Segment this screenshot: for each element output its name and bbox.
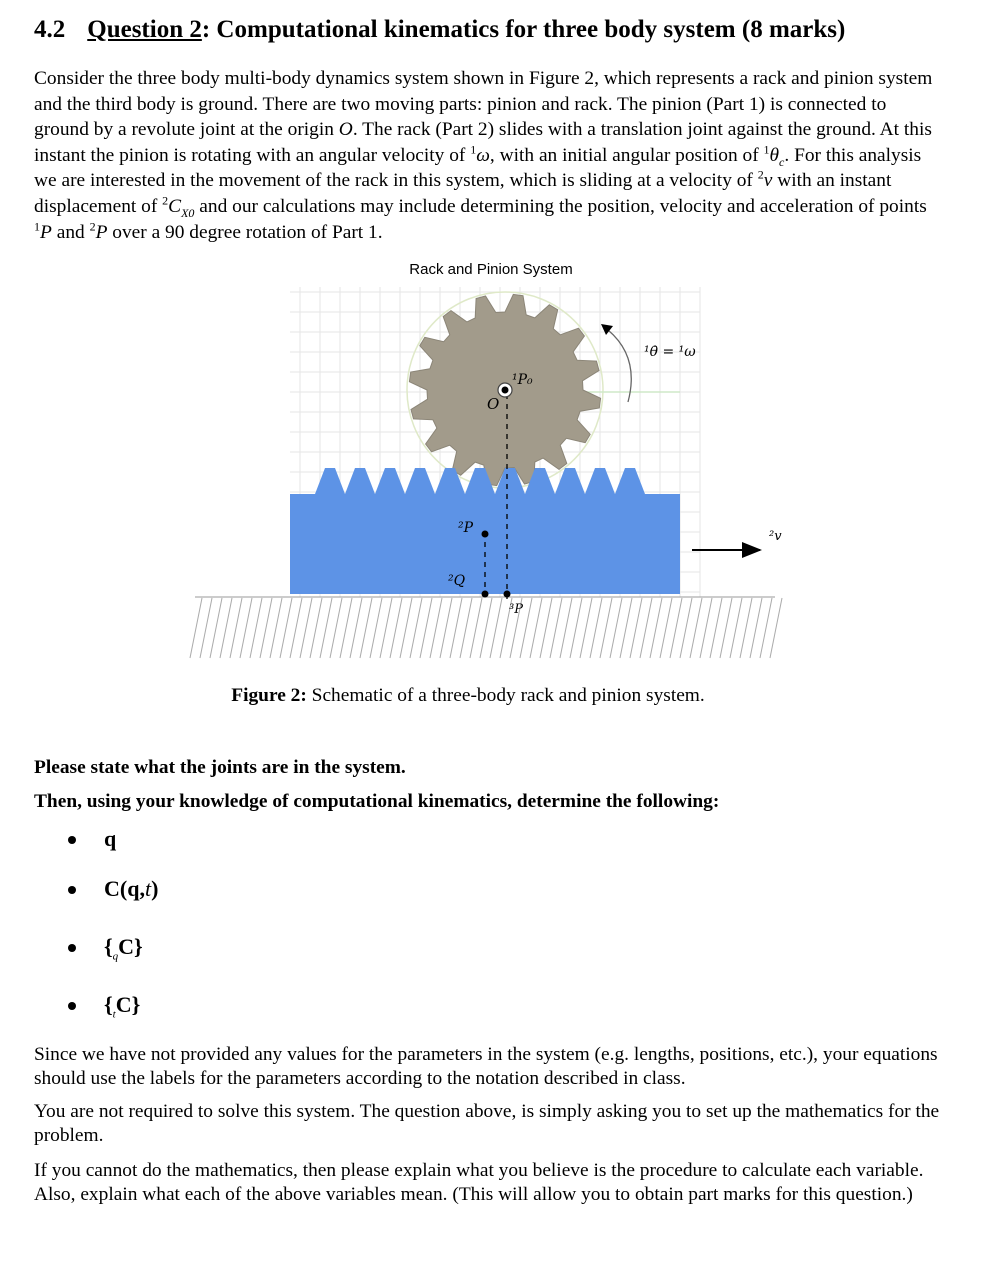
note-part-marks: If you cannot do the mathematics, then please explain what you believe is the procedure to calculate each variable. Also, explain what each of the above variables mean. (This will allow you to obtain part marks for this question.): [34, 1160, 924, 1205]
bullet-dot: [68, 886, 76, 894]
bullet-jacobian-q: [62, 928, 462, 968]
intro-text: and: [51, 221, 90, 243]
question-heading: [34, 14, 954, 46]
p2-symbol: P: [95, 221, 108, 243]
v2-label: ²v: [769, 529, 782, 544]
p3-label: ³P: [509, 602, 523, 617]
cx-subscript: X0: [181, 205, 195, 220]
note-not-required: You are not required to solve this system. The question above, is simply asking you to set up the mathematics for the problem.: [34, 1101, 940, 1146]
intro-text: , with an initial angular position of: [489, 144, 764, 166]
bullet-part: C}: [118, 934, 143, 959]
v-symbol: v: [763, 170, 773, 192]
bullet-jacobian-t: [62, 986, 462, 1026]
note-parameters: Since we have not provided any values for the parameters in the system (e.g. lengths, positions, etc.), your equations should use the labels for the parameters according to the notation described in class.: [34, 1044, 938, 1089]
intro-text: and our calculations may include determining the position, velocity and acceleration of points: [194, 195, 927, 217]
bullet-part: {: [104, 992, 113, 1017]
instruction-joints: Please state what the joints are in the system.: [34, 757, 406, 778]
omega-superscript: 1: [470, 142, 477, 157]
bullet-subscript: t: [112, 1008, 116, 1021]
instruction-determine: Then, using your knowledge of computational kinematics, determine the following:: [34, 791, 720, 812]
question-label: Question 2: [87, 16, 202, 43]
p1-superscript: 1: [34, 219, 40, 234]
bullet-text: [104, 876, 158, 902]
figure-caption: [0, 685, 936, 707]
figure-svg: [160, 282, 800, 662]
bullet-constraints: [62, 870, 462, 910]
intro-text: . The rack (Part 2) slides with a translation joint against the ground. At this instant the pinion is rotating with an angular velocity of: [34, 119, 932, 166]
bullet-text: [104, 934, 143, 962]
theta-symbol: θ: [769, 144, 780, 166]
p1-symbol: P: [40, 221, 52, 243]
p2-superscript: 2: [89, 219, 96, 234]
bullet-part: C}: [115, 992, 141, 1017]
q2-point: [482, 591, 489, 598]
figure-title: Rack and Pinion System: [409, 261, 573, 278]
bullet-part: C(q,: [104, 876, 145, 901]
theta-subscript: c: [779, 154, 785, 169]
rack-pinion-figure: [160, 282, 800, 662]
bullet-dot: [68, 836, 76, 844]
intro-text: . For this analysis we are interested in the movement of the rack in this system, which is sliding at a velocity of: [34, 144, 922, 192]
p2-label: ²P: [458, 520, 474, 536]
bullet-part: ): [151, 876, 159, 901]
p3-point: [504, 591, 511, 598]
intro-paragraph: [34, 66, 946, 245]
p0-label: ¹P₀: [512, 372, 533, 388]
bullet-dot: [68, 944, 76, 952]
bullet-dot: [68, 1002, 76, 1010]
intro-text: over a 90 degree rotation of Part 1.: [107, 221, 383, 243]
p0-point: [502, 387, 509, 394]
bullet-subscript: q: [112, 950, 119, 963]
theta-superscript: 1: [763, 142, 770, 157]
origin-symbol: O: [338, 119, 353, 141]
question-title: : Computational kinematics for three body system (8 marks): [201, 16, 846, 43]
origin-label: O: [487, 395, 500, 413]
bullet-part: {: [104, 934, 113, 959]
bullet-text: q: [104, 826, 117, 851]
bullet-text: [104, 992, 140, 1020]
q2-label: ²Q: [448, 573, 466, 589]
caption-label: Figure 2:: [231, 685, 307, 706]
v-superscript: 2: [757, 167, 764, 182]
p2-point: [482, 531, 489, 538]
intro-text: with an instant displacement of: [34, 170, 892, 217]
cx-symbol: C: [168, 195, 182, 217]
omega-symbol: ω: [476, 144, 490, 166]
ground-hatch: [190, 598, 782, 658]
omega-equation-label: ¹θ̇ = ¹ω: [644, 344, 696, 360]
section-number: 4.2: [34, 16, 66, 43]
cx-superscript: 2: [162, 193, 169, 208]
intro-text: Consider the three body multi-body dynamics system shown in Figure 2, which represents a rack and pinion system and the third body is ground. There are two moving parts: pinion and rack. The pinion (Part 1) is connected to ground by a revolute joint at the origin: [34, 68, 933, 141]
caption-text: Schematic of a three-body rack and pinion system.: [306, 685, 705, 706]
bullet-q: [62, 820, 462, 860]
bullet-part: t: [144, 876, 152, 901]
